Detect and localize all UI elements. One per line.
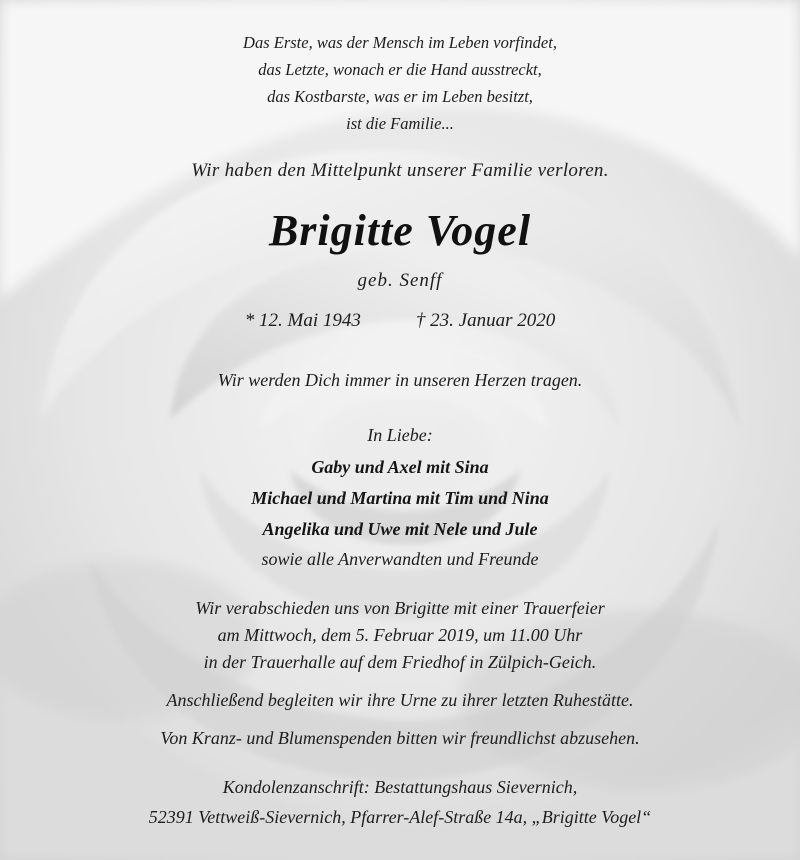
intro-text: Wir haben den Mittelpunkt unserer Familie verloren. <box>191 160 609 181</box>
ceremony-line-3: in der Trauerhalle auf dem Friedhof in Zülpich-Geich. <box>203 652 597 672</box>
condolence-line-1: Kondolenzanschrift: Bestattungshaus Sievernich, <box>222 777 578 797</box>
poem-line-3: das Kostbarste, was er im Leben besitzt, <box>267 87 533 106</box>
family-line-2: Michael und Martina mit Tim und Nina <box>251 488 549 508</box>
relatives-text: sowie alle Anverwandten und Freunde <box>261 549 539 569</box>
ceremony-line-2: am Mittwoch, dem 5. Februar 2019, um 11.00 Uhr <box>217 625 583 645</box>
flowers-note: Von Kranz- und Blumenspenden bitten wir freundlichst abzusehen. <box>160 728 640 748</box>
signoff: In Liebe: <box>367 425 433 445</box>
ceremony-line-1: Wir verabschieden uns von Brigitte mit einer Trauerfeier <box>195 598 605 618</box>
poem-line-2: das Letzte, wonach er die Hand ausstreckt, <box>258 60 542 79</box>
death-date: † 23. Januar 2020 <box>415 310 556 331</box>
urn-note: Anschließend begleiten wir ihre Urne zu ihrer letzten Ruhestätte. <box>166 690 634 710</box>
remembrance-text: Wir werden Dich immer in unseren Herzen tragen. <box>217 370 583 390</box>
life-dates <box>0 310 800 332</box>
condolence-line-2: 52391 Vettweiß-Sievernich, Pfarrer-Alef-Straße 14a, „Brigitte Vogel“ <box>148 807 652 827</box>
poem-line-1: Das Erste, was der Mensch im Leben vorfindet, <box>243 33 557 52</box>
birth-name: geb. Senff <box>357 270 443 291</box>
family-line-1: Gaby und Axel mit Sina <box>311 457 489 477</box>
birth-date: * 12. Mai 1943 <box>244 310 361 331</box>
deceased-name: Brigitte Vogel <box>268 206 532 255</box>
family-line-3: Angelika und Uwe mit Nele und Jule <box>262 519 538 539</box>
poem-line-4: ist die Familie... <box>346 114 454 133</box>
